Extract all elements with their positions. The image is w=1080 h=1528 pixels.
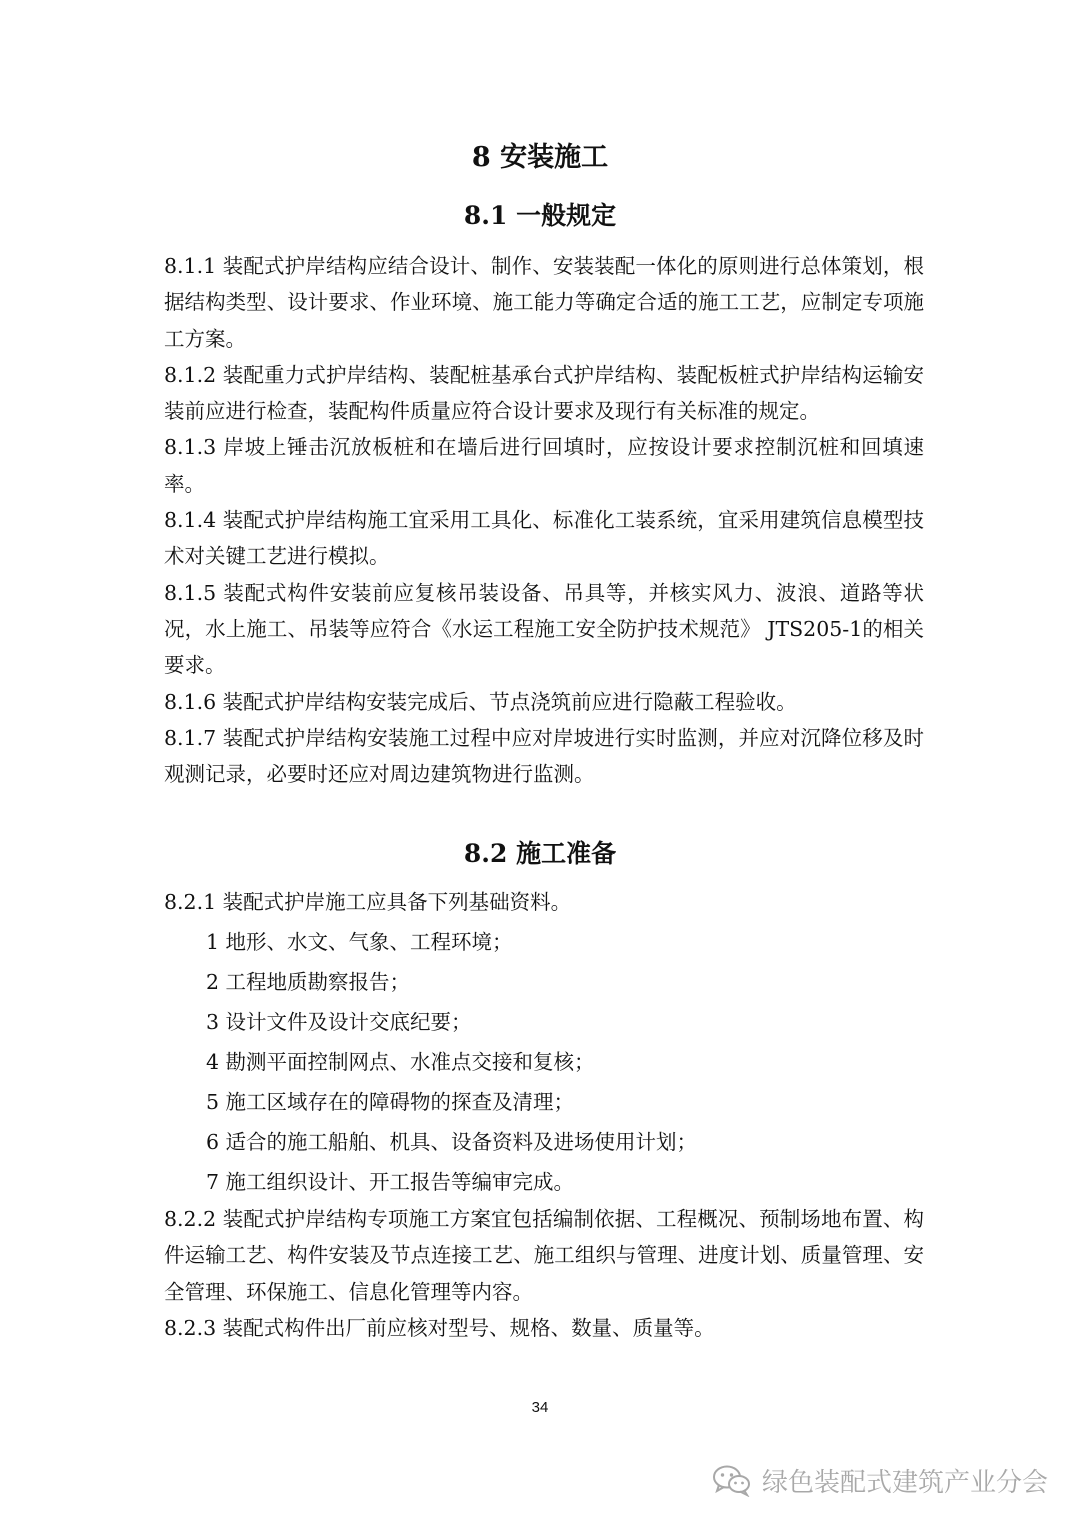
list-item: 7 施工组织设计、开工报告等编审完成。	[206, 1170, 575, 1194]
list-item: 2 工程地质勘察报告；	[206, 970, 411, 994]
list-item: 5 施工区域存在的障碍物的探查及清理；	[206, 1090, 575, 1114]
clause-8-1-3: 8.1.3 岸坡上锤击沉放板桩和在墙后进行回填时，应按设计要求控制沉桩和回填速率。	[164, 435, 924, 496]
section-8-2-body	[164, 1201, 924, 1346]
clause-8-1-2: 8.1.2 装配重力式护岸结构、装配桩基承台式护岸结构、装配板桩式护岸结构运输安装前应进行检查，装配构件质量应符合设计要求及现行有关标准的规定。	[164, 362, 924, 424]
basic-materials-list	[206, 922, 906, 1202]
clause-8-2-2: 8.2.2 装配式护岸结构专项施工方案宜包括编制依据、工程概况、预制场地布置、构件运输工艺、构件安装及节点连接工艺、施工组织与管理、进度计划、质量管理、安全管理、环保施工、信息化管理等内容。	[164, 1207, 924, 1304]
wechat-icon	[712, 1463, 752, 1497]
clause-8-1-6: 8.1.6 装配式护岸结构安装完成后、节点浇筑前应进行隐蔽工程验收。	[164, 689, 797, 714]
clause-8-1-5: 8.1.5 装配式构件安装前应复核吊装设备、吊具等，并核实风力、波浪、道路等状况，水上施工、吊装等应符合《水运工程施工安全防护技术规范》 JTS205-1的相关要求。	[164, 580, 924, 678]
clause-8-2-1: 8.2.1 装配式护岸施工应具备下列基础资料。	[164, 890, 572, 914]
list-item: 4 勘测平面控制网点、水准点交接和复核；	[206, 1050, 595, 1074]
section-8-2-title: 8.2 施工准备	[463, 839, 617, 868]
chapter-title: 8 安装施工	[471, 142, 609, 173]
clause-8-2-3: 8.2.3 装配式构件出厂前应核对型号、规格、数量、质量等。	[164, 1315, 715, 1340]
list-item: 3 设计文件及设计交底纪要；	[206, 1010, 472, 1034]
list-item: 6 适合的施工船舶、机具、设备资料及进场使用计划；	[206, 1130, 698, 1154]
page-number: 34	[531, 1399, 549, 1416]
clause-8-1-4: 8.1.4 装配式护岸结构施工宜采用工具化、标准化工装系统，宜采用建筑信息模型技术对关键工艺进行模拟。	[164, 508, 924, 569]
section-8-1-title: 8.1 一般规定	[463, 201, 617, 230]
watermark	[712, 1460, 1048, 1500]
clause-8-2-1-block	[164, 884, 924, 920]
section-8-1-body	[164, 248, 924, 792]
clause-8-1-1: 8.1.1 装配式护岸结构应结合设计、制作、安装装配一体化的原则进行总体策划，根据结构类型、设计要求、作业环境、施工能力等确定合适的施工工艺，应制定专项施工方案。	[164, 254, 924, 351]
list-item: 1 地形、水文、气象、工程环境；	[206, 930, 513, 954]
clause-8-1-7: 8.1.7 装配式护岸结构安装施工过程中应对岸坡进行实时监测，并应对沉降位移及时观测记录，必要时还应对周边建筑物进行监测。	[164, 725, 924, 787]
watermark-text: 绿色装配式建筑产业分会	[761, 1467, 1048, 1498]
